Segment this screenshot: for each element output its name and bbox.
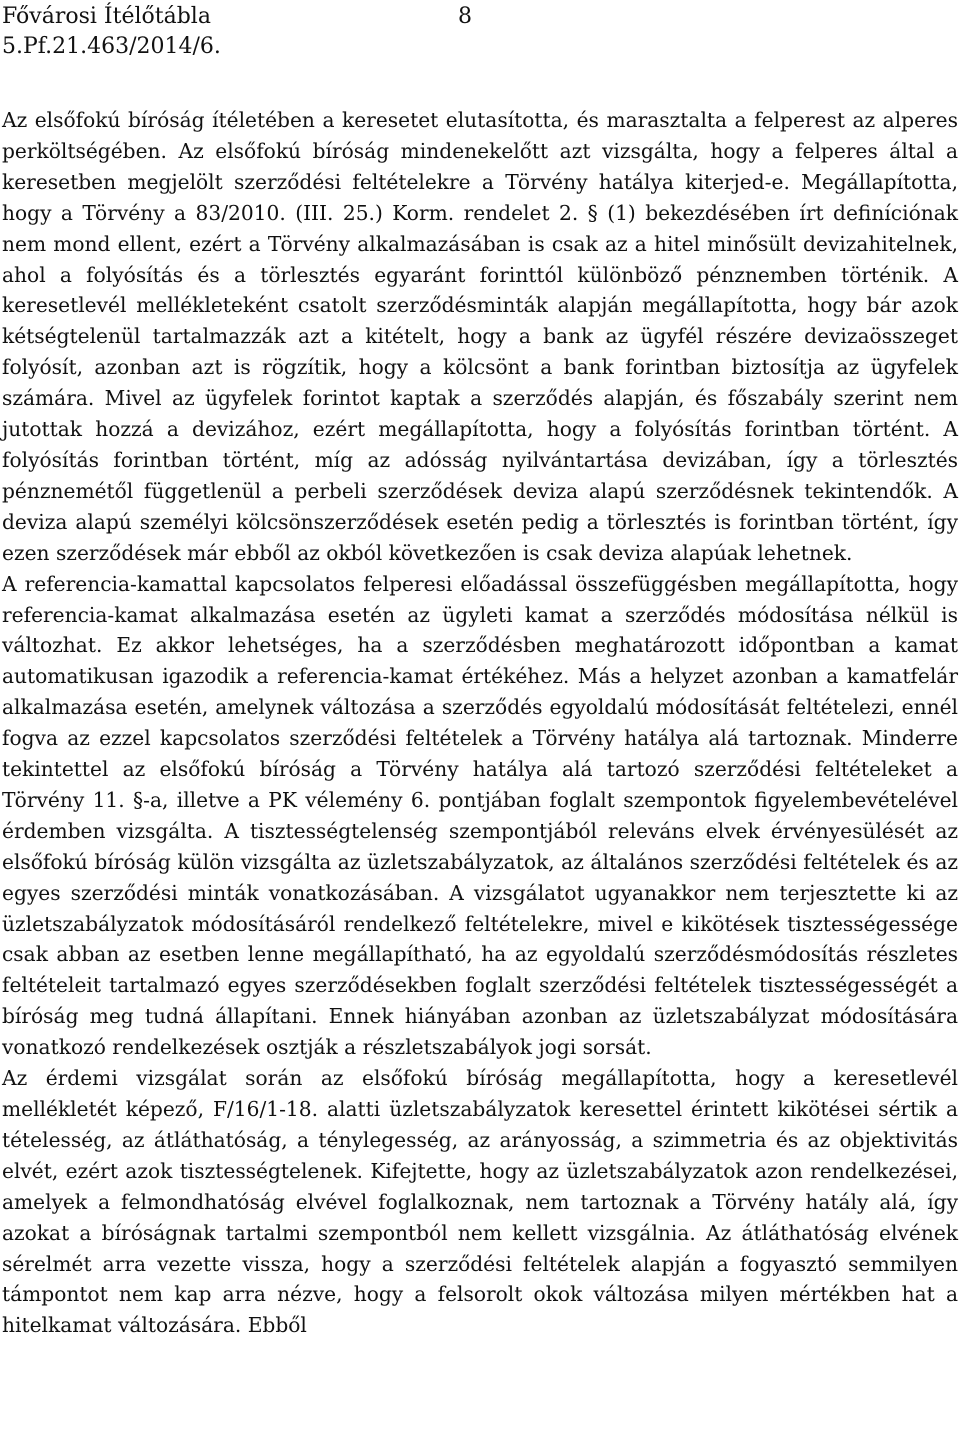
case-number: 5.Pf.21.463/2014/6. [2,34,221,59]
document-body [2,105,958,1341]
paragraph-substantive-review: Az érdemi vizsgálat során az elsőfokú bíróság megállapította, hogy a keresetlevél mellékletét képező, F/16/1-18. alatti üzletszabályzatok keresettel érintett kikötései sértik a tételesség, az átláthatóság, a ténylegesség, az arányosság, a szimmetria és az objektivitás elvét, ezért azok tisztességtelenek. Kifejtette, hogy az üzletszabályzatok azon rendelkezései, amelyek a felmondhatóság elvével foglalkoznak, nem tartoznak a Törvény hatály alá, így azokat a bíróságnak tartalmi szempontból nem kellett vizsgálnia. Az átláthatóság elvének sérelmét arra vezette vissza, hogy a szerződési feltételek alapján a fogyasztó semmilyen támpontot nem kap arra nézve, hogy a felsorolt okok változása milyen mértékben hat a hitelkamat változására. Ebből [2,1066,958,1338]
paragraph-reference-interest: A referencia-kamattal kapcsolatos felperesi előadással összefüggésben megállapította, hogy referencia-kamat alkalmazása esetén az ügyleti kamat a szerződés módosítása nélkül is változhat. Ez akkor lehetséges, ha a szerződésben meghatározott időpontban a kamat automatikusan igazodik a referencia-kamat értékéhez. Más a helyzet azonban a kamatfelár alkalmazása esetén, amelynek változása a szerződés egyoldalú módosítását feltételezi, ennél fogva az ezzel kapcsolatos szerződési feltételek a Törvény hatálya alá tartoznak. Minderre tekintettel az elsőfokú bíróság a Törvény hatálya alá tartozó szerződési feltételeket a Törvény 11. §-a, illetve a PK vélemény 6. pontjában foglalt szempontok figyelembevételével érdemben vizsgálta. A tisztességtelenség szempontjából releváns elvek érvényesülését az elsőfokú bíróság külön vizsgálta az üzletszabályzatok, az általános szerződési feltételek és az egyes szerződési minták vonatkozásában. A vizsgálatot ugyanakkor nem terjesztette ki az üzletszabályzatok módosításáról rendelkező feltételekre, mivel e kikötések tisztességessége csak abban az esetben lenne megállapítható, ha az egyoldalú szerződésmódosítás részletes feltételeit tartalmazó egyes szerződésekben foglalt szerződési feltételek tisztességességét a bíróság meg tudná állapítani. Ennek hiányában azonban az üzletszabályzat módosítására vonatkozó rendelkezések osztják a részletszabályok jogi sorsát. [2,571,958,1060]
paragraph-first-instance-judgment: Az elsőfokú bíróság ítéletében a keresetet elutasította, és marasztalta a felperest az alperes perköltségében. Az elsőfokú bíróság mindenekelőtt azt vizsgálta, hogy a felperes által a keresetben megjelölt szerződési feltételekre a Törvény hatálya kiterjed-e. Megállapította, hogy a Törvény a 83/2010. (III. 25.) Korm. rendelet 2. § (1) bekezdésében írt definíciónak nem mond ellent, ezért a Törvény alkalmazásában is csak az a hitel minősült devizahitelnek, ahol a folyósítás és a törlesztés egyaránt forinttól különböző pénznemben történik. A keresetlevél mellékleteként csatolt szerződésminták alapján megállapította, hogy bár azok kétségtelenül tartalmazzák azt a kitételt, hogy a bank az ügyfél részére devizaösszeget folyósít, azonban azt is rögzítik, hogy a kölcsönt a bank forintban biztosítja az ügyfelek számára. Mivel az ügyfelek forintot kaptak a szerződés alapján, és főszabály szerint nem jutottak hozzá a devizához, ezért megállapította, hogy a folyósítás forintban történt. A folyósítás forintban történt, míg az adósság nyilvántartása devizában, így a törlesztés pénznemétől függetlenül a perbeli szerződések deviza alapú szerződésnek tekintendők. A deviza alapú személyi kölcsönszerződések esetén pedig a törlesztés is forintban történt, így ezen szerződések már ebből az okból következően is csak deviza alapúak lehetnek. [2,108,958,565]
page-number: 8 [458,4,472,29]
court-name: Fővárosi Ítélőtábla [2,4,211,29]
